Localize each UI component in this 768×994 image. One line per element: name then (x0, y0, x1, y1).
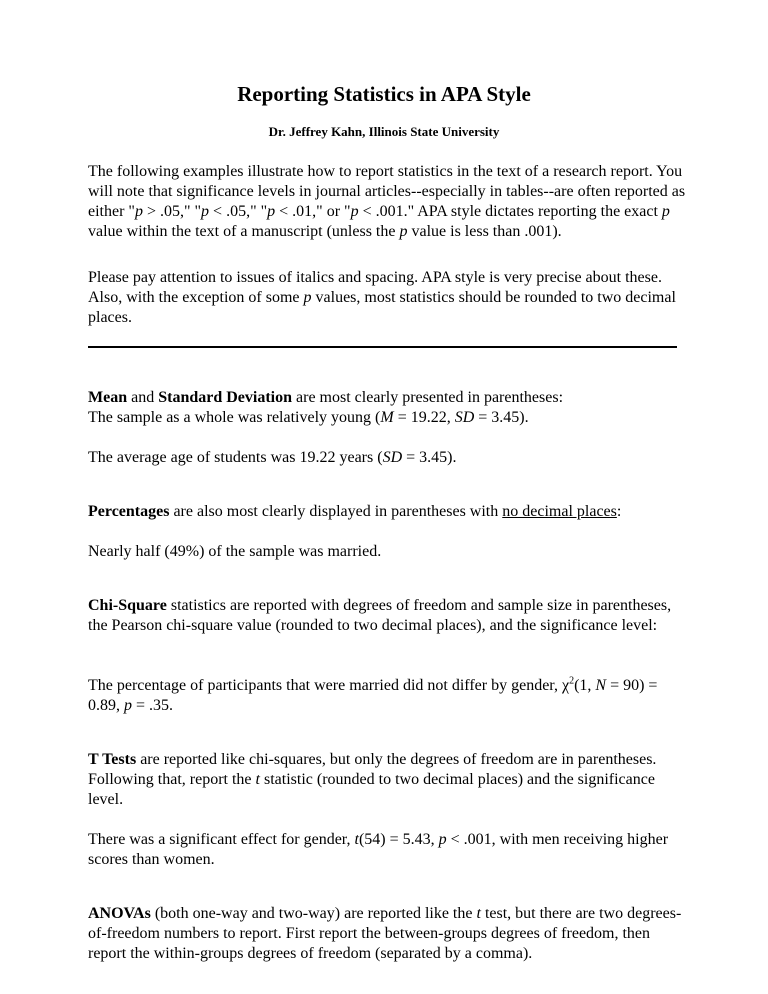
text-run: test, but there are two degrees-of-freedom numbers to report. First report the between-groups degrees of freedom, then report the within-groups degrees of freedom (separated by a comma). (88, 905, 682, 962)
percentages-example: Nearly half (49%) of the sample was married. (88, 543, 382, 560)
italic-t: t (255, 771, 260, 788)
text-run: = 3.45). (402, 449, 457, 466)
italic-p: p (661, 203, 670, 220)
superscript: 2 (569, 675, 575, 687)
text-run: = 19.22, (393, 409, 455, 426)
italic-p: p (438, 831, 447, 848)
term-mean: Mean (88, 389, 128, 406)
document-title: Reporting Statistics in APA Style (237, 82, 531, 106)
italic-p: p (134, 203, 143, 220)
italic-p: p (303, 289, 312, 306)
document-author: Dr. Jeffrey Kahn, Illinois State University (268, 124, 500, 139)
italic-sd: SD (382, 449, 403, 466)
text-run: (54) = 5.43, (358, 831, 439, 848)
term-sd: Standard Deviation (158, 389, 293, 406)
text-run: = .35. (132, 697, 174, 714)
text-run: (1, (574, 677, 596, 694)
italic-p: p (350, 203, 359, 220)
text-run: = 3.45). (474, 409, 529, 426)
text-run: < .01," or " (275, 203, 351, 220)
t-tests-description (88, 750, 688, 810)
t-tests-example (88, 830, 688, 870)
text-run: The following examples illustrate how to report statistics in the text of a research report. You will note that significance levels in journal articles--especially in tables--are often reported as either " (88, 163, 686, 220)
text-run: (both one-way and two-way) are reported like the (150, 905, 477, 922)
intro-paragraph-1 (88, 162, 688, 242)
mean-sd-example-2 (88, 448, 688, 468)
text-run: and (127, 389, 159, 406)
text-run: = 90) = 0.89, (88, 677, 658, 714)
intro-paragraph-2 (88, 268, 688, 328)
mean-sd-description (88, 388, 688, 428)
text-run: Please pay attention to issues of italics and spacing. APA style is very precise about these. Also, with the exception of some (88, 269, 662, 306)
text-run: The percentage of participants that were married did not differ by gender, χ (88, 677, 570, 694)
italic-n: N (595, 677, 607, 694)
italic-p: p (399, 223, 408, 240)
text-run: value within the text of a manuscript (unless the (88, 223, 400, 240)
text-run: < .05," " (209, 203, 268, 220)
term-chi-square: Chi-Square (88, 597, 167, 614)
text-run: value is less than .001). (407, 223, 562, 240)
text-run: statistics are reported with degrees of freedom and sample size in parentheses, the Pearson chi-square value (rounded to two decimal places), and the significance level: (88, 597, 672, 634)
text-run: > .05," " (142, 203, 202, 220)
text-run: statistic (rounded to two decimal places) and the significance level. (88, 771, 655, 808)
anovas-description (88, 904, 688, 964)
chi-square-example (88, 676, 688, 716)
italic-sd: SD (454, 409, 475, 426)
text-run: The sample as a whole was relatively young ( (88, 409, 381, 426)
text-run: < .001." APA style dictates reporting the exact (358, 203, 662, 220)
text-run: are most clearly presented in parentheses: (292, 389, 564, 406)
italic-m: M (380, 409, 394, 426)
underlined-text: no decimal places (502, 503, 617, 520)
italic-p: p (201, 203, 210, 220)
term-percentages: Percentages (88, 503, 170, 520)
text-run: The average age of students was 19.22 years ( (88, 449, 383, 466)
chi-square-description (88, 596, 688, 636)
term-t-tests: T Tests (88, 751, 137, 768)
horizontal-divider (88, 346, 677, 348)
italic-p: p (267, 203, 276, 220)
text-run: are also most clearly displayed in parentheses with (169, 503, 503, 520)
italic-p: p (124, 697, 132, 714)
percentages-description (88, 502, 688, 522)
text-run: values, most statistics should be rounded to two decimal places. (88, 289, 676, 326)
text-run: < .001, with men receiving higher scores than women. (88, 831, 669, 868)
term-anovas: ANOVAs (88, 905, 151, 922)
text-run: : (616, 503, 622, 520)
italic-t: t (354, 831, 359, 848)
italic-t: t (476, 905, 481, 922)
text-run: There was a significant effect for gender, (88, 831, 355, 848)
text-run: are reported like chi-squares, but only the degrees of freedom are in parentheses. Following that, report the (88, 751, 657, 788)
